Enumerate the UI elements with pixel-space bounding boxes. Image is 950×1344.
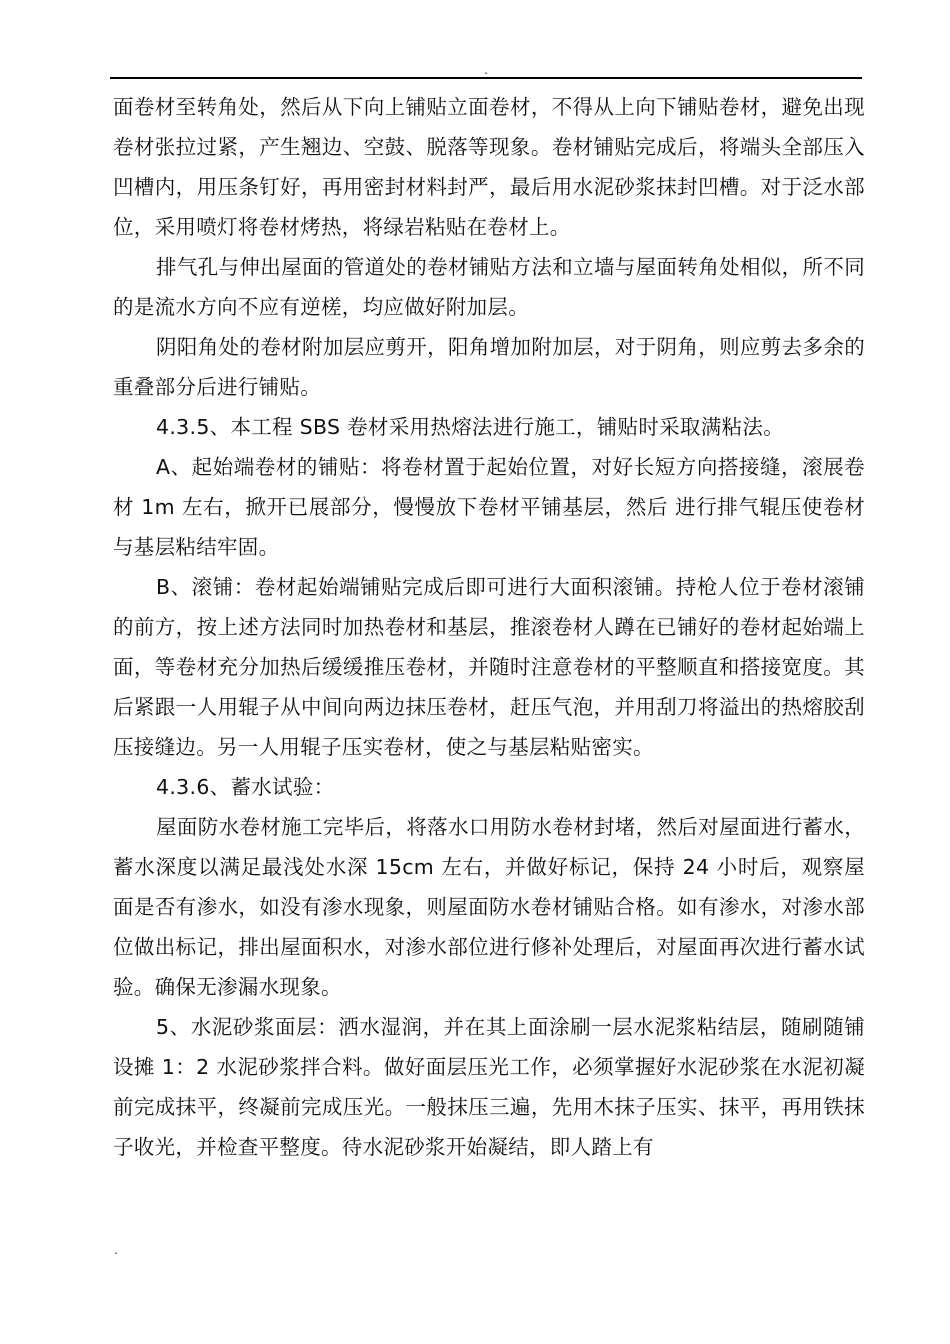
section-heading-4-3-6: 4.3.6、蓄水试验： (156, 775, 335, 799)
paragraph-water-test: 屋面防水卷材施工完毕后，将落水口用防水卷材封堵，然后对屋面进行蓄水，蓄水深度以满足最浅处水深 15cm 左右，并做好标记，保持 24 小时后，观察屋面是否有渗水，如没有渗水现象，则屋面防水卷材铺贴合格。如有渗水，对渗水部位做出标记，排出屋面积水，对渗水部位进行修补处理后，对屋面再次进行蓄水试验。确保无渗漏水现象。 (113, 815, 865, 999)
paragraph-vent-pipes: 排气孔与伸出屋面的管道处的卷材铺贴方法和立墙与屋面转角处相似，所不同的是流水方向不应有逆槎，均应做好附加层。 (113, 255, 865, 319)
header-rule (110, 77, 862, 79)
paragraph-roll-laying: B、滚铺：卷材起始端铺贴完成后即可进行大面积滚铺。持枪人位于卷材滚铺的前方，按上述方法同时加热卷材和基层，推滚卷材人蹲在已铺好的卷材起始端上面，等卷材充分加热后缓缓推压卷材，并随时注意卷材的平整顺直和搭接宽度。其后紧跟一人用辊子从中间向两边抹压卷材，赶压气泡，并用刮刀将溢出的热熔胶刮压接缝边。另一人用辊子压实卷材，使之与基层粘贴密实。 (113, 575, 865, 759)
header-mark: . (484, 63, 488, 77)
footer-mark: . (114, 1243, 118, 1257)
paragraph-continuation: 面卷材至转角处，然后从下向上铺贴立面卷材，不得从上向下铺贴卷材，避免出现卷材张拉过紧，产生翘边、空鼓、脱落等现象。卷材铺贴完成后，将端头全部压入凹槽内，用压条钉好，再用密封材料封严，最后用水泥砂浆抹封凹槽。对于泛水部位，采用喷灯将卷材烤热，将绿岩粘贴在卷材上。 (113, 95, 865, 239)
paragraph-start-end-laying: A、起始端卷材的铺贴：将卷材置于起始位置，对好长短方向搭接缝，滚展卷材 1m 左右，掀开已展部分，慢慢放下卷材平铺基层，然后 进行排气辊压使卷材与基层粘结牢固。 (113, 455, 865, 559)
paragraph-mortar-surface: 5、水泥砂浆面层：洒水湿润，并在其上面涂刷一层水泥浆粘结层，随刷随铺设摊 1：2 水泥砂浆拌合料。做好面层压光工作，必须掌握好水泥砂浆在水泥初凝前完成抹平，终凝前完成压光。一般抹压三遍，先用木抹子压实、抹平，再用铁抹子收光，并检查平整度。待水泥砂浆开始凝结，即人踏上有 (113, 1015, 865, 1159)
body-text (113, 87, 865, 1167)
section-heading-4-3-5: 4.3.5、本工程 SBS 卷材采用热熔法进行施工，铺贴时采取满粘法。 (156, 415, 784, 439)
paragraph-corners: 阴阳角处的卷材附加层应剪开，阳角增加附加层，对于阴角，则应剪去多余的重叠部分后进行铺贴。 (113, 335, 865, 399)
